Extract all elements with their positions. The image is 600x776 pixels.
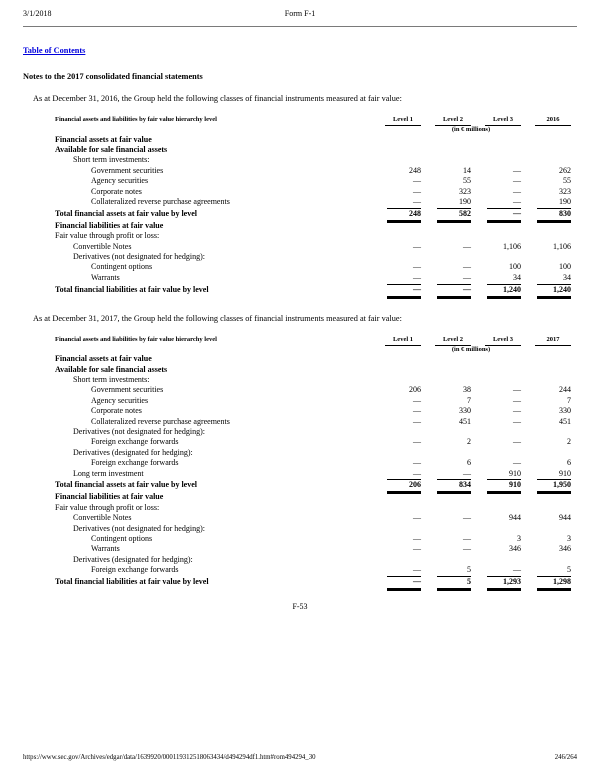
column-header: 2017 [535, 335, 571, 346]
table-row [55, 534, 571, 544]
fair-value-table-2017 [55, 335, 571, 589]
value-cell [427, 406, 471, 416]
value: — [387, 197, 421, 209]
table-header-row [55, 115, 571, 126]
value-cell [427, 458, 471, 468]
value: 944 [559, 513, 571, 523]
column-header: 2016 [535, 115, 571, 126]
table-row [55, 513, 571, 523]
table-header-row [55, 335, 571, 346]
value-cell [377, 417, 421, 427]
table-row [55, 135, 571, 145]
column-header-cell [477, 335, 521, 346]
value-cell [377, 437, 421, 447]
value: — [513, 437, 521, 447]
value: 2 [467, 437, 471, 447]
value: — [513, 176, 521, 186]
value: 944 [509, 513, 521, 523]
value: 7 [567, 395, 571, 405]
value-cell [477, 209, 521, 221]
value-cell [377, 273, 421, 285]
value: 190 [437, 197, 471, 209]
row-label: Short term investments: [73, 155, 150, 165]
table-row [55, 396, 571, 406]
value-cell [527, 385, 571, 395]
value: 830 [537, 209, 571, 221]
value-cell [527, 285, 571, 297]
row-label: Convertible Notes [73, 513, 132, 523]
value: — [463, 513, 471, 523]
value: 55 [563, 176, 571, 186]
value-cell [477, 577, 521, 589]
value-cell [377, 480, 421, 492]
row-label: Total financial liabilities at fair value by level [55, 284, 209, 294]
row-label: Derivatives (designated for hedging): [73, 554, 193, 564]
value-cell [527, 417, 571, 427]
row-label: Foreign exchange forwards [91, 565, 179, 575]
value: 6 [467, 458, 471, 468]
value-cell [377, 242, 421, 252]
value: 330 [559, 406, 571, 416]
units-note: (in € millions) [451, 345, 491, 353]
value-cell [477, 396, 521, 406]
value: — [413, 262, 421, 272]
value-cell [377, 209, 421, 221]
value: 3 [567, 534, 571, 543]
value-cell [427, 544, 471, 554]
print-footer [23, 754, 577, 762]
value-cell [527, 534, 571, 544]
value: 323 [459, 186, 471, 196]
row-label: Financial liabilities at fair value [55, 492, 164, 502]
row-label: Derivatives (not designated for hedging): [73, 426, 205, 436]
value-cell [427, 513, 471, 523]
value: 206 [387, 480, 421, 492]
value: — [413, 186, 421, 196]
value: 910 [487, 480, 521, 492]
row-label: Foreign exchange forwards [91, 437, 179, 447]
table-row [55, 242, 571, 252]
value: 14 [463, 165, 471, 175]
row-label: Government securities [91, 385, 164, 395]
value: — [487, 197, 521, 209]
column-header: Level 1 [385, 335, 421, 346]
value-cell [377, 577, 421, 589]
table-row [55, 365, 571, 375]
value: 244 [559, 385, 571, 395]
value: 1,106 [553, 241, 571, 251]
value: — [387, 273, 421, 285]
value-cell [527, 437, 571, 447]
value: — [413, 513, 421, 523]
value: — [413, 534, 421, 543]
table-row [55, 565, 571, 577]
value: 3 [517, 534, 521, 543]
row-label: Agency securities [91, 176, 149, 186]
row-label: Derivatives (not designated for hedging): [73, 251, 205, 261]
value-cell [527, 565, 571, 577]
column-header-cell [427, 335, 471, 346]
value: 910 [537, 469, 571, 481]
value: — [413, 437, 421, 447]
value-cell [377, 166, 421, 176]
value: 910 [487, 469, 521, 481]
table-row [55, 273, 571, 285]
notes-heading: Notes to the 2017 consolidated financial statements [23, 72, 203, 81]
row-label: Convertible Notes [73, 241, 132, 251]
value-cell [527, 396, 571, 406]
table-row [55, 544, 571, 554]
value-cell [427, 242, 471, 252]
value: — [513, 395, 521, 405]
print-header-spacer [392, 9, 577, 19]
table-row [55, 197, 571, 209]
value-cell [477, 176, 521, 186]
value: 1,298 [537, 577, 571, 589]
value-cell [427, 417, 471, 427]
value: 248 [409, 165, 421, 175]
value: — [513, 186, 521, 196]
value-cell [527, 273, 571, 285]
value-cell [377, 513, 421, 523]
value-cell [477, 197, 521, 209]
units-row [55, 346, 571, 355]
row-label: Short term investments: [73, 374, 150, 384]
value: 2 [567, 437, 571, 447]
value-cell [377, 187, 421, 197]
row-label: Corporate notes [91, 406, 142, 416]
value-cell [477, 534, 521, 544]
value-cell [527, 577, 571, 589]
value-cell [477, 513, 521, 523]
print-date: 3/1/2018 [23, 9, 52, 18]
value-cell [527, 262, 571, 272]
value-cell [427, 437, 471, 447]
value-cell [377, 458, 421, 468]
value-cell [477, 437, 521, 447]
value: — [437, 469, 471, 481]
row-label: Derivatives (not designated for hedging): [73, 523, 205, 533]
row-label: Collateralized reverse purchase agreements [91, 416, 230, 426]
column-header-cell [527, 335, 571, 346]
value-cell [427, 577, 471, 589]
value-cell [477, 262, 521, 272]
value-cell [477, 285, 521, 297]
value-cell [377, 176, 421, 186]
row-label: Corporate notes [91, 186, 142, 196]
value: — [413, 458, 421, 468]
value-cell [527, 469, 571, 481]
value-cell [377, 285, 421, 297]
value: — [463, 544, 471, 554]
value-cell [527, 166, 571, 176]
value-cell [427, 565, 471, 577]
table-row [55, 448, 571, 458]
table-row [55, 385, 571, 395]
value-cell [477, 187, 521, 197]
table-row [55, 231, 571, 241]
value-cell [427, 166, 471, 176]
units-row [55, 126, 571, 135]
value-cell [477, 273, 521, 285]
table-row [55, 354, 571, 364]
value-cell [427, 385, 471, 395]
value-cell [527, 187, 571, 197]
value: — [387, 469, 421, 481]
row-label: Long term investment [73, 468, 144, 478]
value: 323 [559, 186, 571, 196]
value: 6 [567, 458, 571, 468]
value: — [463, 241, 471, 251]
value: 190 [537, 197, 571, 209]
row-label: Agency securities [91, 395, 149, 405]
value-cell [527, 480, 571, 492]
table-row [55, 524, 571, 534]
value-cell [377, 406, 421, 416]
table-row [55, 375, 571, 385]
sheet-page-number: F-53 [292, 602, 308, 612]
value-cell [427, 469, 471, 481]
row-label: Contingent options [91, 262, 153, 272]
value-cell [377, 565, 421, 577]
value: 5 [537, 565, 571, 577]
value-cell [427, 262, 471, 272]
column-header-cell [377, 335, 421, 346]
value: — [513, 385, 521, 395]
value: — [487, 565, 521, 577]
value: — [513, 416, 521, 426]
value: 38 [463, 385, 471, 395]
value: 34 [487, 273, 521, 285]
value-cell [377, 262, 421, 272]
value: — [437, 285, 471, 297]
value: — [513, 406, 521, 416]
value-cell [377, 385, 421, 395]
value-cell [477, 544, 521, 554]
value-cell [477, 385, 521, 395]
value: — [413, 416, 421, 426]
value: — [387, 577, 421, 589]
value: 5 [437, 565, 471, 577]
table-row [55, 469, 571, 481]
column-header-cell [477, 115, 521, 126]
value-cell [477, 166, 521, 176]
value-cell [477, 242, 521, 252]
value: 262 [559, 165, 571, 175]
row-label: Total financial liabilities at fair value by level [55, 577, 209, 587]
value-cell [477, 406, 521, 416]
row-label: Foreign exchange forwards [91, 458, 179, 468]
footer-page-indicator: 246/264 [554, 754, 577, 761]
value: 1,240 [487, 285, 521, 297]
value: 100 [509, 262, 521, 272]
fair-value-table-2016 [55, 115, 571, 297]
row-label: Fair value through profit or loss: [55, 502, 160, 512]
value-cell [527, 197, 571, 209]
row-label: Collateralized reverse purchase agreements [91, 196, 230, 206]
value-cell [527, 209, 571, 221]
value: 1,240 [537, 285, 571, 297]
value-cell [427, 197, 471, 209]
table-row [55, 458, 571, 468]
value-cell [427, 480, 471, 492]
units-note: (in € millions) [451, 126, 491, 133]
value: — [463, 534, 471, 543]
table-row [55, 252, 571, 262]
table-row [55, 480, 571, 492]
value: 34 [537, 273, 571, 285]
row-label: Warrants [91, 272, 120, 282]
row-label: Available for sale financial assets [55, 364, 168, 374]
form-title: Form F-1 [284, 9, 316, 18]
value: — [463, 262, 471, 272]
table-row [55, 166, 571, 176]
column-header: Level 2 [435, 335, 471, 346]
column-header: Level 2 [435, 115, 471, 126]
table-row [55, 145, 571, 155]
table-row [55, 492, 571, 502]
value: — [413, 241, 421, 251]
table-row [55, 285, 571, 297]
table-row [55, 555, 571, 565]
value-cell [477, 480, 521, 492]
value-cell [377, 544, 421, 554]
column-header-cell [527, 115, 571, 126]
table-header-label: Financial assets and liabilities by fair value hierarchy level [55, 335, 217, 343]
row-label: Total financial assets at fair value by level [55, 480, 197, 490]
row-label: Government securities [91, 165, 164, 175]
value-cell [477, 417, 521, 427]
value: 451 [559, 416, 571, 426]
value: — [387, 565, 421, 577]
row-label: Contingent options [91, 534, 153, 543]
column-header: Level 1 [385, 115, 421, 126]
value-cell [477, 565, 521, 577]
table-row [55, 209, 571, 221]
value: — [513, 165, 521, 175]
value-cell [427, 187, 471, 197]
value: — [387, 285, 421, 297]
value: 1,950 [537, 480, 571, 492]
value: 248 [387, 209, 421, 221]
value-cell [427, 285, 471, 297]
value: — [413, 395, 421, 405]
value: 451 [459, 416, 471, 426]
value-cell [477, 458, 521, 468]
value: 1,106 [503, 241, 521, 251]
value: 100 [559, 262, 571, 272]
value-cell [377, 469, 421, 481]
value-cell [527, 176, 571, 186]
value-cell [477, 469, 521, 481]
row-label: Derivatives (designated for hedging): [73, 447, 193, 457]
value: — [413, 406, 421, 416]
paragraph-2017: As at December 31, 2017, the Group held the following classes of financial instruments measured at fair value: [33, 313, 402, 323]
row-label: Financial liabilities at fair value [55, 220, 164, 230]
value: 834 [437, 480, 471, 492]
footer-url: https://www.sec.gov/Archives/edgar/data/1639920/000119312518063434/d494294df1.htm#rom494294_30 [23, 754, 316, 761]
table-row [55, 427, 571, 437]
value: 582 [437, 209, 471, 221]
value-cell [427, 176, 471, 186]
value: — [413, 176, 421, 186]
paragraph-2016: As at December 31, 2016, the Group held the following classes of financial instruments measured at fair value: [33, 94, 402, 103]
value: 346 [559, 544, 571, 554]
value: 5 [437, 577, 471, 589]
value: 55 [463, 176, 471, 186]
value-cell [427, 273, 471, 285]
table-row [55, 503, 571, 513]
row-label: Financial assets at fair value [55, 134, 152, 144]
value-cell [427, 534, 471, 544]
table-row [55, 221, 571, 231]
table-header-label: Financial assets and liabilities by fair value hierarchy level [55, 116, 217, 123]
row-label: Financial assets at fair value [55, 354, 152, 364]
column-header: Level 3 [485, 335, 521, 346]
value-cell [427, 396, 471, 406]
table-of-contents-link[interactable]: Table of Contents [23, 46, 86, 55]
table-row [55, 417, 571, 427]
value: — [437, 273, 471, 285]
print-header [23, 9, 577, 19]
value: 1,293 [487, 577, 521, 589]
row-label: Warrants [91, 544, 120, 554]
row-label: Fair value through profit or loss: [55, 231, 160, 241]
value: — [513, 458, 521, 468]
value: 7 [467, 395, 471, 405]
value-cell [427, 209, 471, 221]
value-cell [527, 406, 571, 416]
table-row [55, 437, 571, 447]
table-row [55, 176, 571, 186]
value-cell [527, 242, 571, 252]
value-cell [527, 544, 571, 554]
table-row [55, 187, 571, 197]
table-row [55, 406, 571, 416]
table-row [55, 262, 571, 272]
value: 206 [409, 385, 421, 395]
value-cell [377, 534, 421, 544]
table-row [55, 155, 571, 165]
table-row [55, 577, 571, 589]
value: — [413, 544, 421, 554]
value-cell [377, 197, 421, 209]
value: — [487, 209, 521, 221]
value-cell [527, 513, 571, 523]
value: 346 [509, 544, 521, 554]
column-header-cell [377, 115, 421, 126]
column-header: Level 3 [485, 115, 521, 126]
row-label: Available for sale financial assets [55, 144, 168, 154]
value-cell [377, 396, 421, 406]
row-label: Total financial assets at fair value by level [55, 208, 197, 218]
column-header-cell [427, 115, 471, 126]
value-cell [527, 458, 571, 468]
value: 330 [459, 406, 471, 416]
